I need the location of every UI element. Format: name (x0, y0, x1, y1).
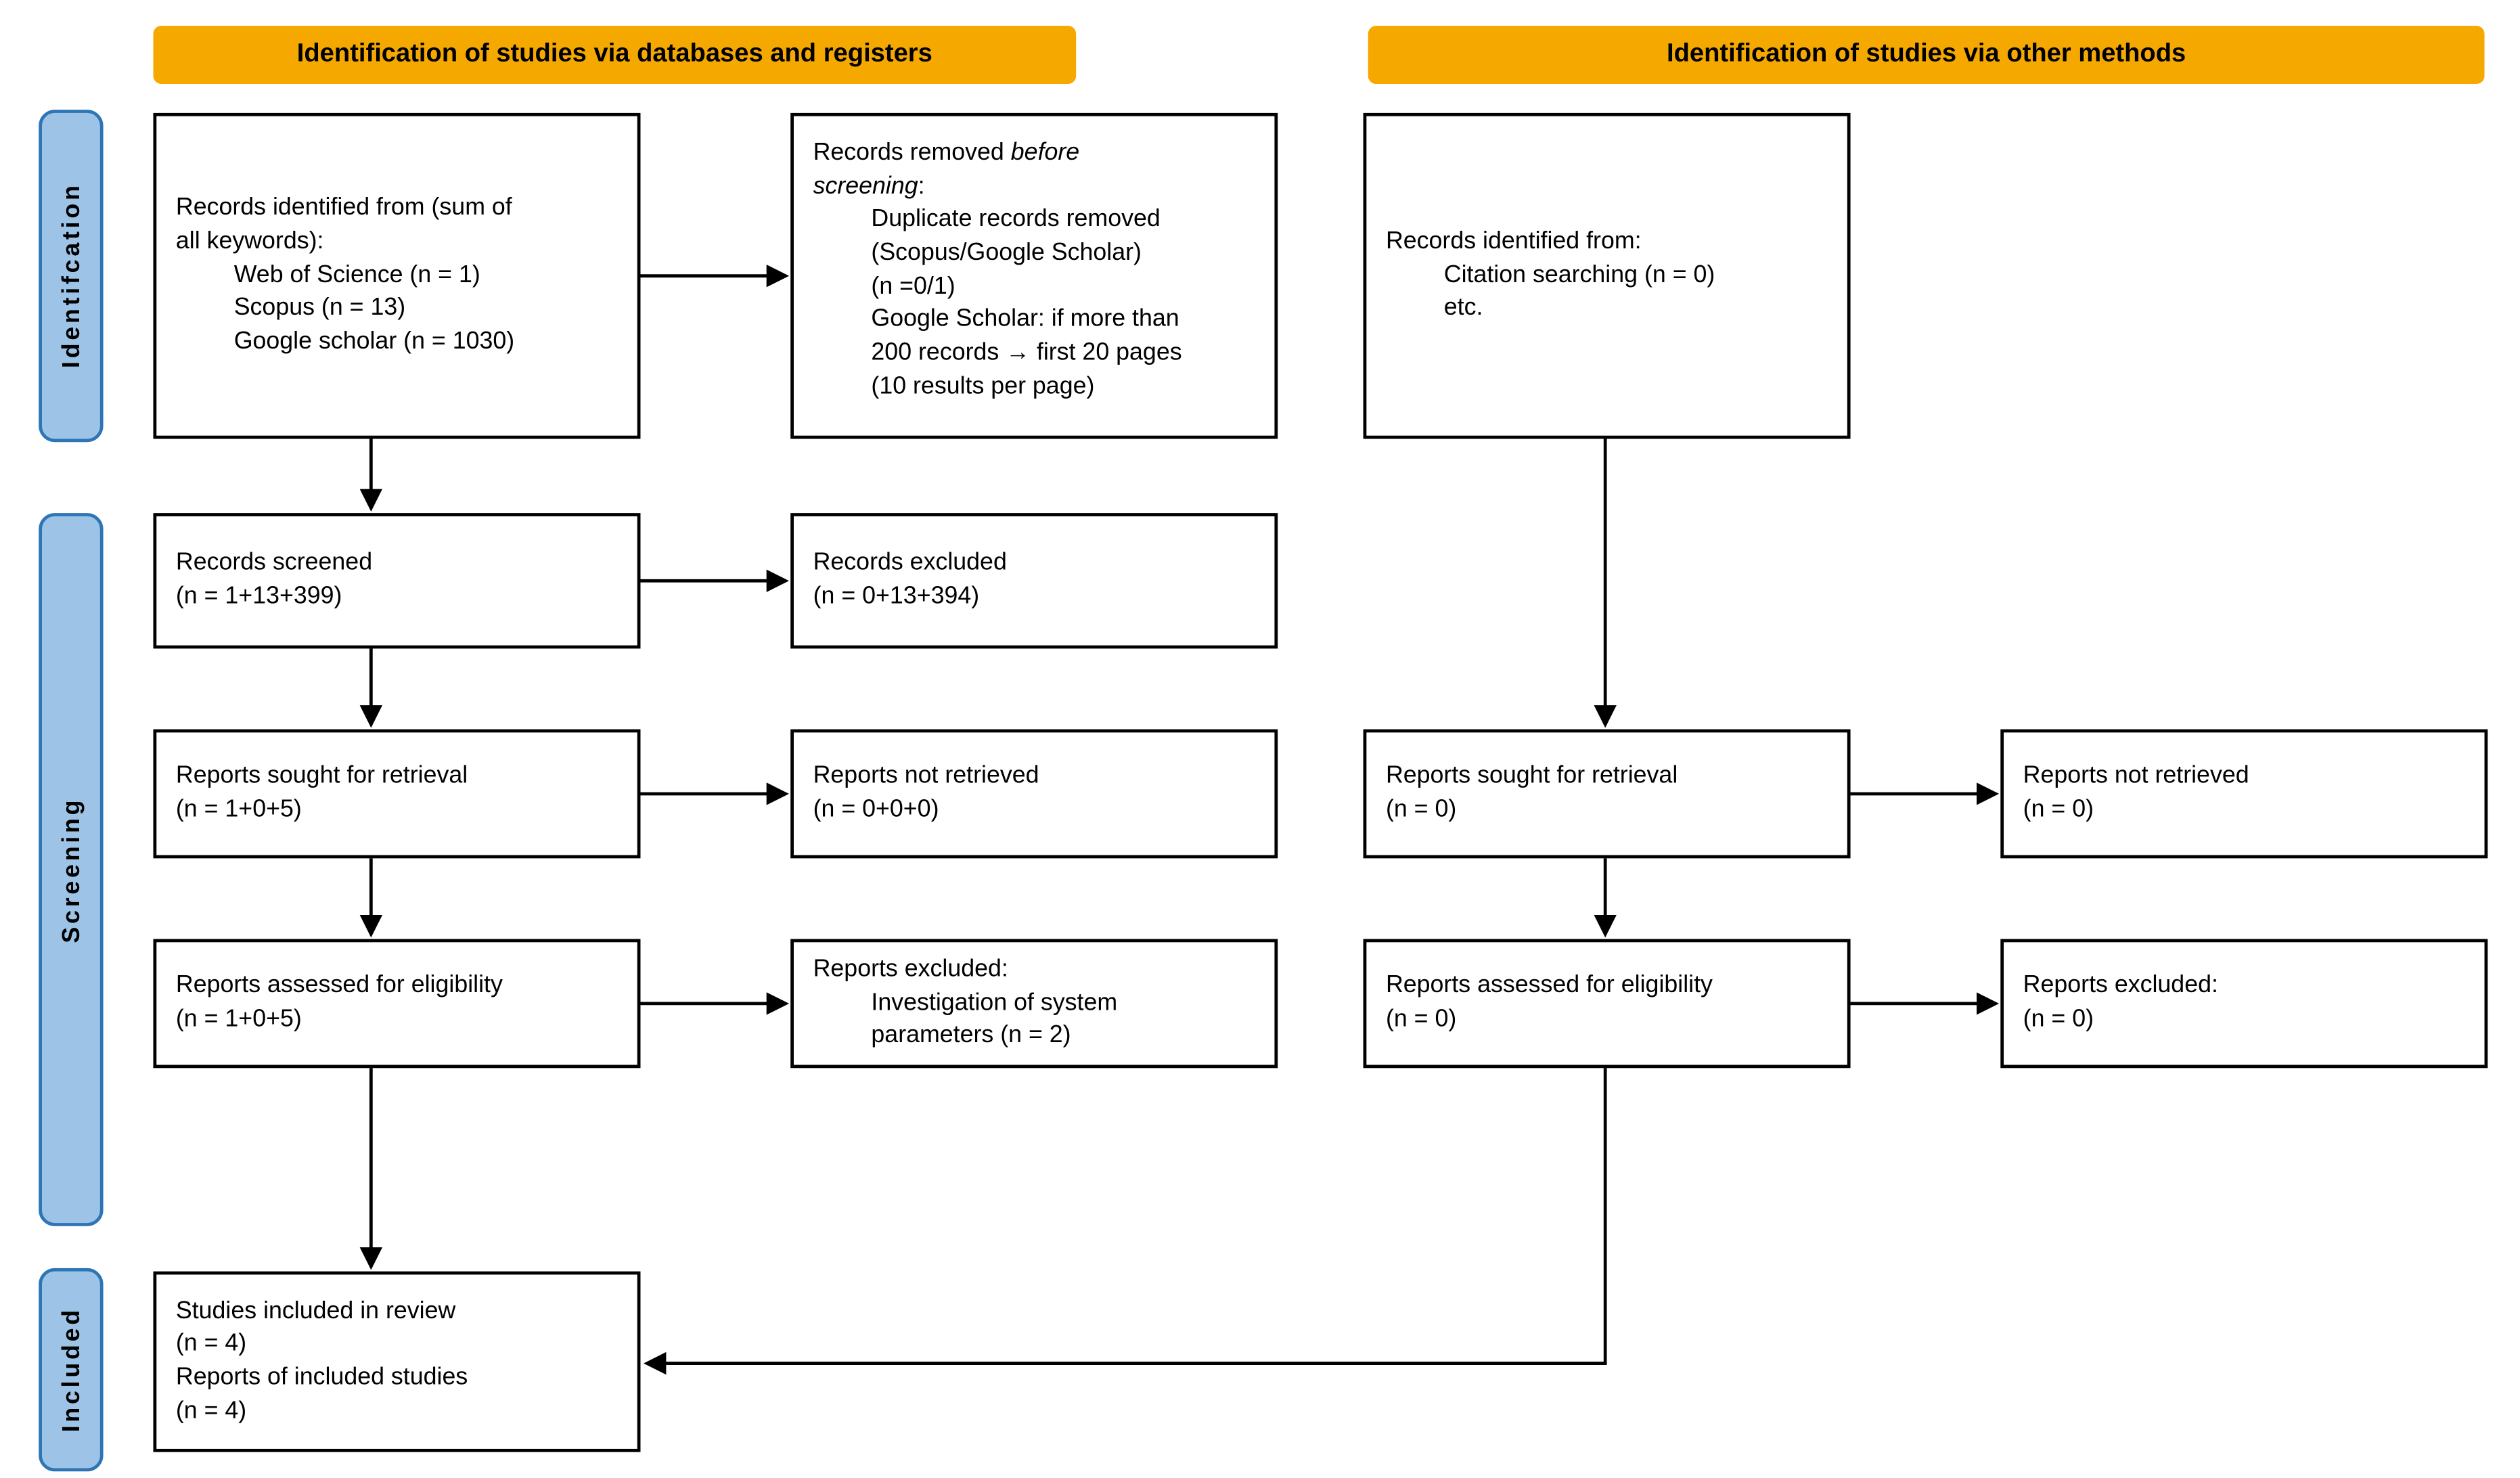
text-line: Records identified from (sum of (175, 194, 512, 222)
box-studies-included (153, 1272, 640, 1452)
text-span-italic: before (1010, 139, 1080, 166)
text-line: (n = 0) (2023, 1005, 2094, 1033)
box-records-removed (790, 113, 1278, 439)
text-line: Reports sought for retrieval (175, 762, 468, 790)
text-span-italic: screening (813, 172, 918, 200)
text-line: (n = 4) (175, 1396, 247, 1425)
box-db-reports-assessed (153, 939, 640, 1069)
text-span: : (918, 172, 925, 200)
text-line: (n = 4) (175, 1330, 247, 1358)
text-line: Web of Science (n = 1) (233, 261, 480, 288)
text-line (813, 137, 1262, 171)
arrow-other-assessed-to-included (647, 1068, 1605, 1363)
text-line: Reports assessed for eligibility (175, 971, 503, 1000)
text-line: Reports assessed for eligibility (1385, 971, 1713, 1000)
banner-databases-registers: Identification of studies via databases and registers (153, 26, 1076, 84)
text-line: (10 results per page) (871, 372, 1095, 400)
text-line: Studies included in review (175, 1296, 456, 1324)
text-line: all keywords): (175, 227, 324, 255)
text-line: (n = 1+13+399) (175, 582, 342, 610)
text-span: Records removed (813, 139, 1011, 166)
box-other-reports-assessed (1364, 939, 1851, 1069)
text-line: Records excluded (813, 549, 1007, 577)
stage-identification-label: Identifcation (57, 183, 85, 369)
text-line: Google scholar (n = 1030) (233, 328, 515, 355)
text-line: (n = 0) (1385, 1005, 1457, 1033)
box-other-reports-not-retrieved (2000, 730, 2488, 859)
text-line: 200 records → first 20 pages (871, 338, 1182, 367)
text-line: Citation searching (n = 0) (1443, 261, 1715, 288)
stage-screening (39, 513, 103, 1226)
box-other-records-identified (1364, 113, 1851, 439)
banner-other-methods: Identification of studies via other methods (1368, 26, 2485, 84)
text-line: Google Scholar: if more than (871, 305, 1179, 334)
text-line: Duplicate records removed (871, 205, 1161, 233)
text-line: Reports excluded: (2023, 971, 2218, 1000)
box-records-screened (153, 513, 640, 648)
box-db-records-identified (153, 113, 640, 439)
text-line: Records identified from: (1385, 227, 1642, 255)
text-line: (n = 1+0+5) (175, 1005, 302, 1033)
text-line: (n = 0) (1385, 795, 1457, 823)
text-line: Reports not retrieved (813, 762, 1039, 790)
box-records-excluded (790, 513, 1278, 648)
box-db-reports-not-retrieved (790, 730, 1278, 859)
stage-identification (39, 110, 103, 442)
text-line: (Scopus/Google Scholar) (871, 238, 1142, 267)
text-line (813, 171, 1262, 204)
box-db-reports-sought (153, 730, 640, 859)
stage-screening-label: Screening (57, 797, 85, 943)
text-line: parameters (n = 2) (871, 1021, 1071, 1050)
stage-included-label: Included (57, 1307, 85, 1433)
box-other-reports-sought (1364, 730, 1851, 859)
text-line: (n =0/1) (871, 272, 955, 300)
text-line: Reports of included studies (175, 1363, 468, 1391)
text-line: Reports not retrieved (2023, 762, 2249, 790)
text-line: Scopus (n = 13) (233, 294, 406, 322)
stage-included (39, 1268, 103, 1471)
text-line: Reports sought for retrieval (1385, 762, 1678, 790)
text-line: etc. (1443, 294, 1483, 322)
box-db-reports-excluded (790, 939, 1278, 1069)
box-other-reports-excluded (2000, 939, 2488, 1069)
text-line: Records screened (175, 549, 373, 577)
text-line: (n = 1+0+5) (175, 795, 302, 823)
text-line: (n = 0) (2023, 795, 2094, 823)
text-line: Investigation of system (871, 988, 1118, 1016)
text-line: (n = 0+0+0) (813, 795, 939, 823)
text-line: (n = 0+13+394) (813, 582, 980, 610)
text-line: Reports excluded: (813, 955, 1008, 983)
